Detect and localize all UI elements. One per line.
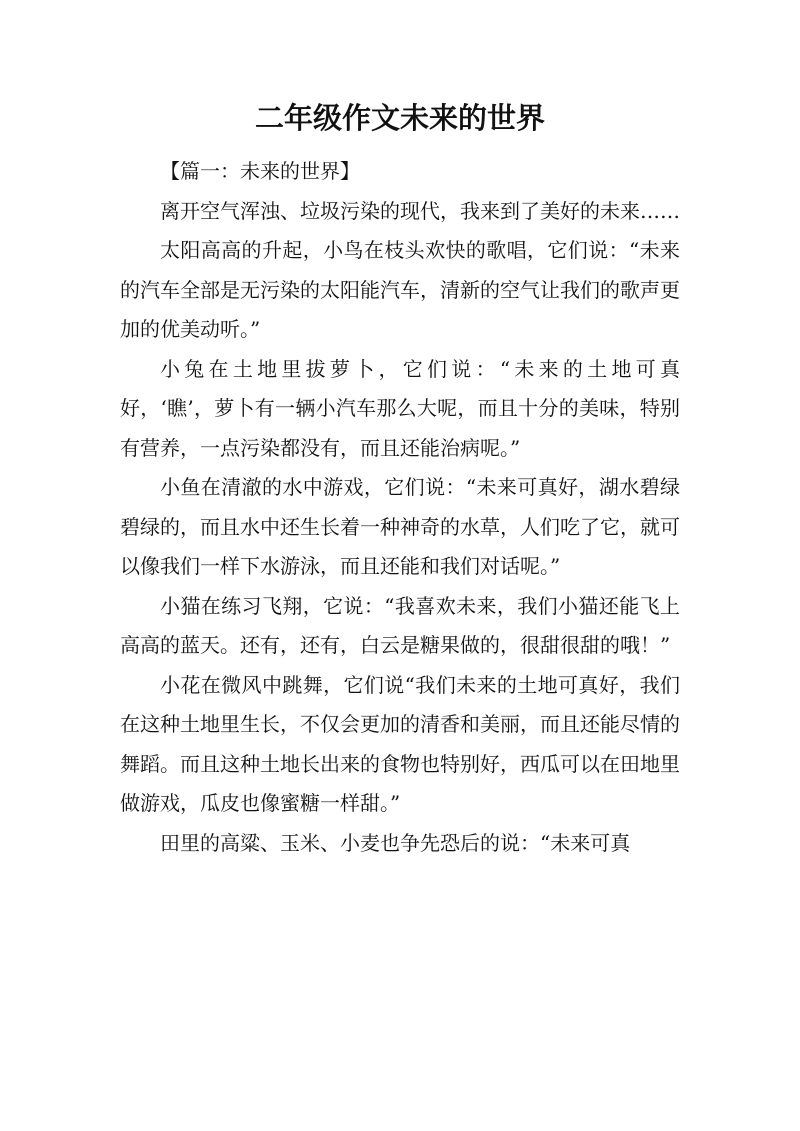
paragraph: 小鱼在清澈的水中游戏，它们说：“未来可真好，湖水碧绿碧绿的，而且水中还生长着一种神奇的水草，人们吃了它，就可以像我们一样下水游泳，而且还能和我们对话呢。” — [120, 475, 680, 578]
document-title: 二年级作文未来的世界 — [254, 101, 545, 135]
section-heading: 【篇一：未来的世界】 — [160, 159, 360, 183]
paragraph: 小猫在练习飞翔，它说：“我喜欢未来，我们小猫还能飞上高高的蓝天。还有，还有，白云是糖果做的，很甜很甜的哦！” — [120, 593, 680, 657]
paragraph: 小花在微风中跳舞，它们说“我们未来的土地可真好，我们在这种土地里生长，不仅会更加的清香和美丽，而且还能尽情的舞蹈。而且这种土地长出来的食物也特别好，西瓜可以在田地里做游戏，瓜皮也像蜜糖一样甜。” — [120, 672, 680, 815]
paragraph: 田里的高粱、玉米、小麦也争先恐后的说：“未来可真 — [160, 830, 631, 855]
paragraph: 离开空气浑浊、垃圾污染的现代，我来到了美好的未来…… — [160, 198, 680, 223]
paragraph: 太阳高高的升起，小鸟在枝头欢快的歌唱，它们说：“未来的汽车全部是无污染的太阳能汽车，清新的空气让我们的歌声更加的优美动听。” — [120, 238, 680, 341]
paragraph: 小兔在土地里拔萝卜，它们说：“未来的土地可真好，‘瞧’，萝卜有一辆小汽车那么大呢，而且十分的美味，特别有营养，一点污染都没有，而且还能治病呢。” — [120, 356, 680, 460]
document-body — [120, 152, 680, 863]
